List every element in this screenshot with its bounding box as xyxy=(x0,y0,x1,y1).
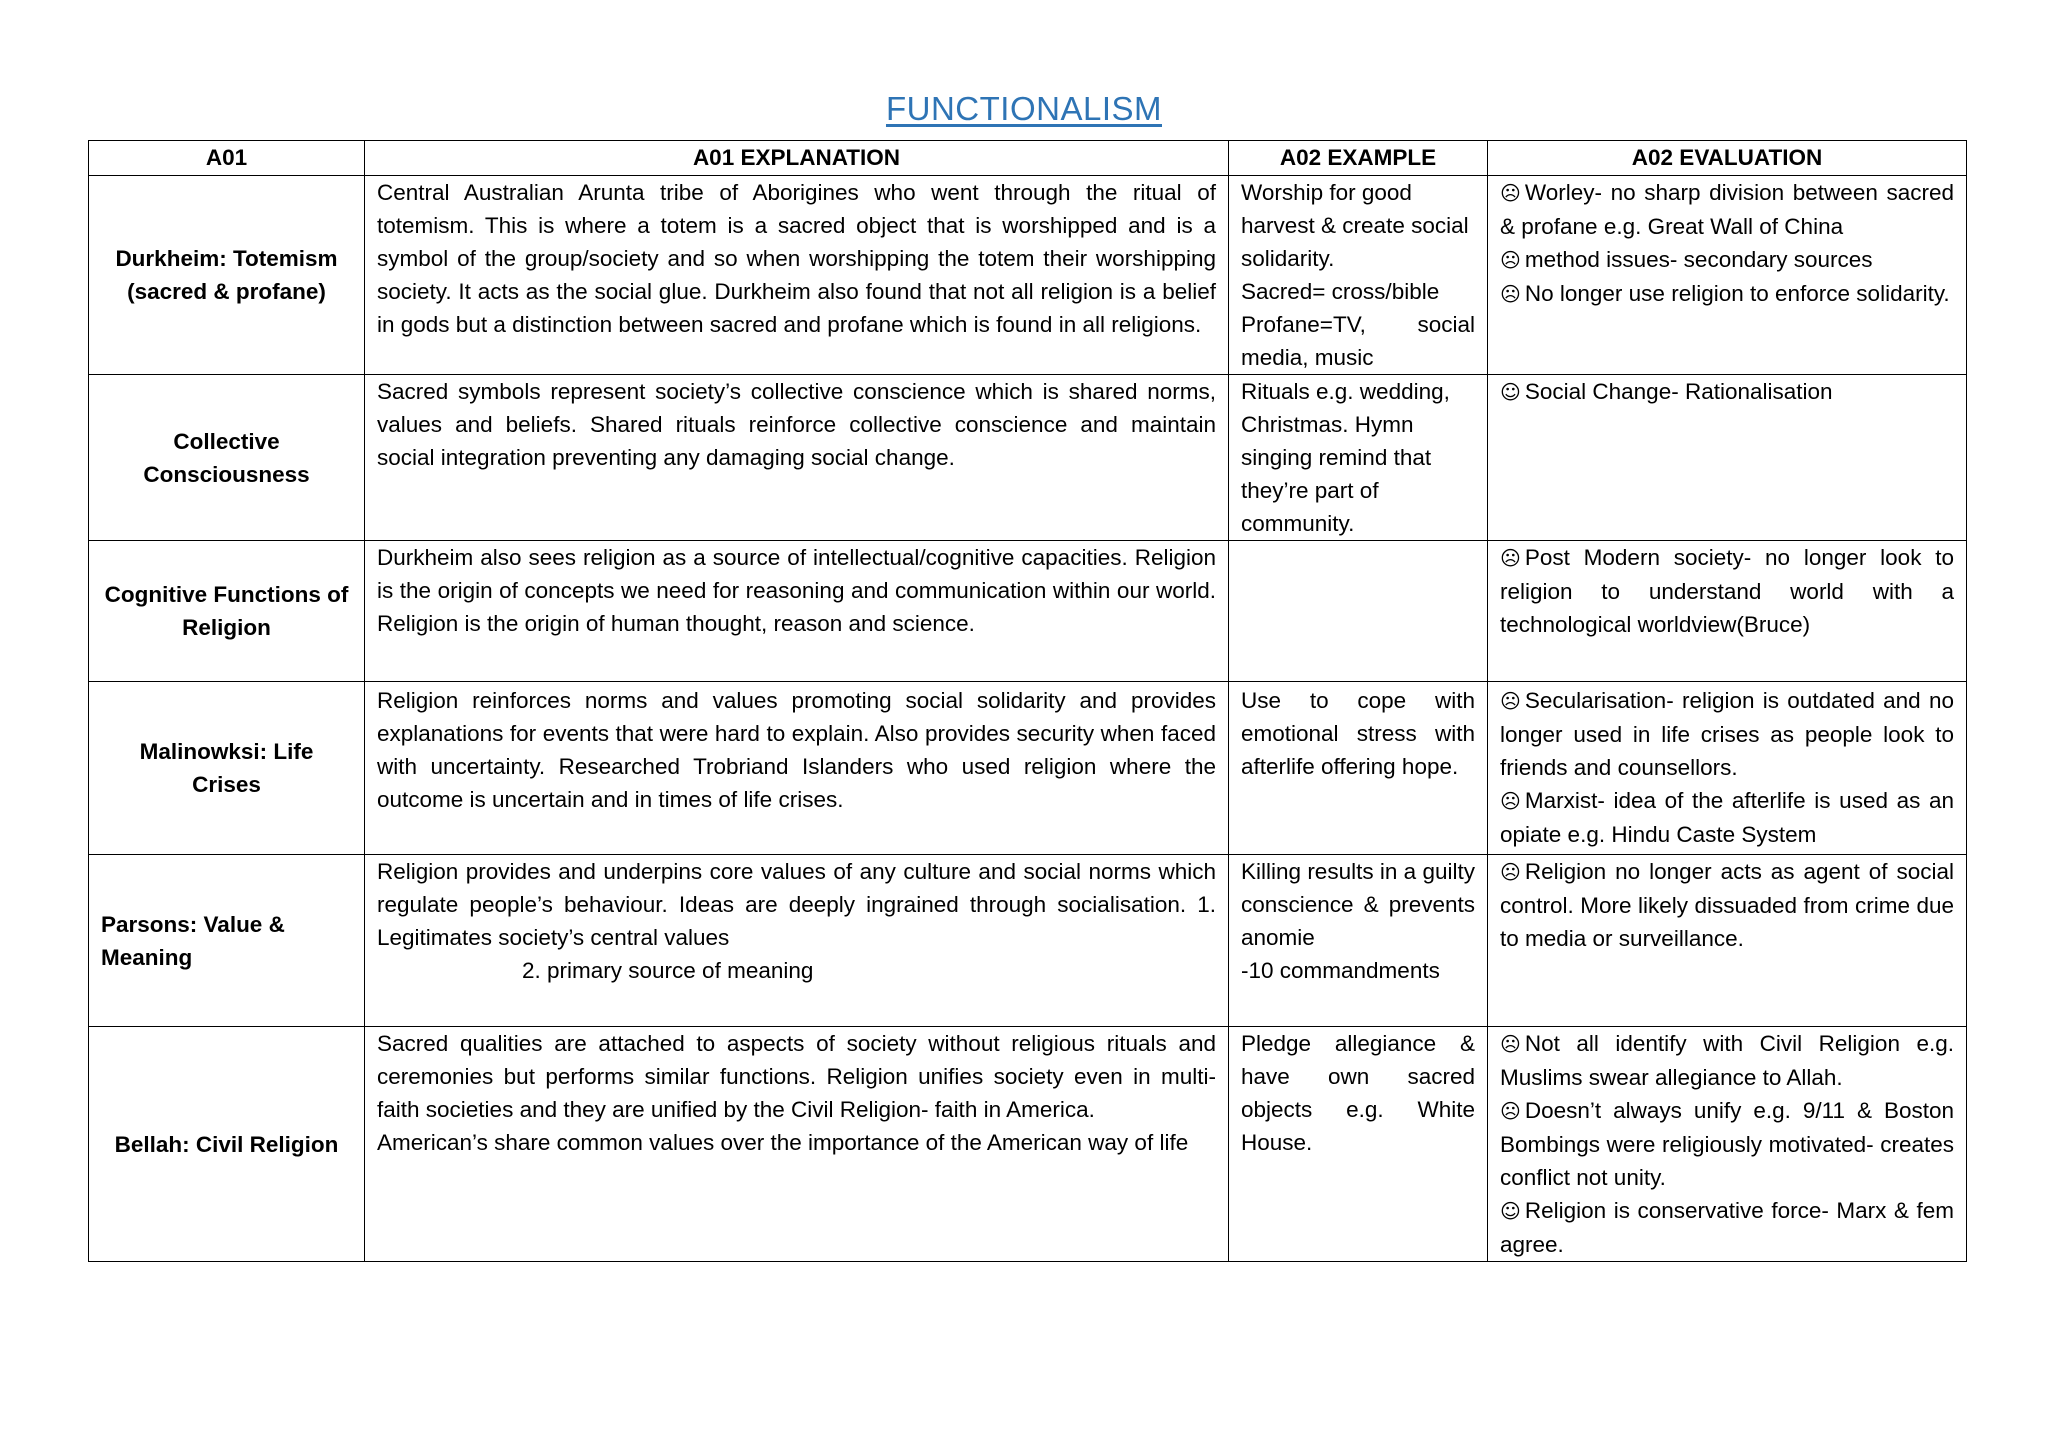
sad-face-icon: ☹ xyxy=(1500,1032,1521,1056)
evaluation-item xyxy=(1500,375,1954,409)
evaluation-cell xyxy=(1488,855,1967,1027)
evaluation-text: No longer use religion to enforce solidarity. xyxy=(1524,281,1950,306)
table-row xyxy=(89,375,1967,541)
example-text: -10 commandments xyxy=(1241,958,1440,983)
example-text: Rituals e.g. wedding, Christmas. Hymn singing remind that they’re part of community. xyxy=(1241,379,1450,536)
evaluation-text: Worley- no sharp division between sacred & profane e.g. Great Wall of China xyxy=(1500,180,1954,239)
evaluation-cell xyxy=(1488,375,1967,541)
header-explanation: A01 EXPLANATION xyxy=(365,141,1229,176)
explanation-cell xyxy=(365,855,1229,1027)
explanation-text: Sacred symbols represent society’s collective conscience which is shared norms, values and beliefs. Shared rituals reinforce collective conscience and maintain social integration preventing any damaging social change. xyxy=(377,379,1216,470)
evaluation-item xyxy=(1500,1027,1954,1094)
explanation-text: Religion provides and underpins core values of any culture and social norms which regulate people’s behaviour. Ideas are deeply ingrained through socialisation. 1. Legitimates society’s central values xyxy=(377,859,1216,950)
evaluation-item xyxy=(1500,277,1954,311)
sad-face-icon: ☹ xyxy=(1500,282,1521,306)
sad-face-icon: ☹ xyxy=(1500,546,1521,570)
example-cell xyxy=(1229,375,1488,541)
header-example: A02 EXAMPLE xyxy=(1229,141,1488,176)
a01-cell xyxy=(89,541,365,682)
evaluation-cell xyxy=(1488,541,1967,682)
example-text: Sacred= cross/bible xyxy=(1241,279,1440,304)
example-text: Profane=TV, social media, music xyxy=(1241,312,1475,370)
evaluation-cell xyxy=(1488,1027,1967,1262)
explanation-cell xyxy=(365,375,1229,541)
a01-cell xyxy=(89,176,365,375)
evaluation-item xyxy=(1500,684,1954,784)
evaluation-item xyxy=(1500,176,1954,243)
sad-face-icon: ☹ xyxy=(1500,789,1521,813)
a01-cell xyxy=(89,855,365,1027)
a01-line: Durkheim: Totemism xyxy=(115,246,338,271)
explanation-text: Sacred qualities are attached to aspects of society without religious rituals and ceremonies but performs similar functions. Religion unifies society even in multi-faith societies and they are unified by the Civil Religion- faith in America. xyxy=(377,1031,1216,1122)
example-text: Pledge allegiance & have own sacred objects e.g. White House. xyxy=(1241,1031,1475,1155)
a01-line: (sacred & profane) xyxy=(127,279,326,304)
example-text: Killing results in a guilty conscience & prevents anomie xyxy=(1241,859,1475,950)
a01-line: Collective xyxy=(173,428,280,454)
evaluation-item xyxy=(1500,1094,1954,1194)
sad-face-icon: ☹ xyxy=(1500,860,1521,884)
happy-face-icon: ☺ xyxy=(1500,380,1521,404)
explanation-text: Central Australian Arunta tribe of Aborigines who went through the ritual of totemism. This is where a totem is a sacred object that is worshipped and is a symbol of the group/society and so when worshipping the totem their worshipping society. It acts as the social glue. Durkheim also found that not all religion is a belief in gods but a distinction between sacred and profane which is found in all religions. xyxy=(377,180,1216,337)
a01-line: Cognitive Functions of xyxy=(104,582,349,607)
sad-face-icon: ☹ xyxy=(1500,689,1521,713)
header-evaluation: A02 EVALUATION xyxy=(1488,141,1967,176)
a01-line: Consciousness xyxy=(143,461,310,487)
example-text: Worship for good harvest & create social solidarity. xyxy=(1241,180,1469,271)
explanation-text: 2. primary source of meaning xyxy=(522,958,814,983)
a01-cell xyxy=(89,375,365,541)
explanation-cell xyxy=(365,176,1229,375)
evaluation-item xyxy=(1500,855,1954,955)
evaluation-item xyxy=(1500,243,1954,277)
table-row xyxy=(89,855,1967,1027)
example-cell xyxy=(1229,541,1488,682)
page-title: FUNCTIONALISM xyxy=(885,90,1162,127)
explanation-cell xyxy=(365,682,1229,855)
evaluation-item xyxy=(1500,1194,1954,1261)
evaluation-text: Social Change- Rationalisation xyxy=(1524,379,1833,404)
explanation-cell xyxy=(365,1027,1229,1262)
explanation-text: Durkheim also sees religion as a source of intellectual/cognitive capacities. Religion is the origin of concepts we need for reasoning and communication within our world. Religion is the origin of human thought, reason and science. xyxy=(377,545,1216,636)
a01-line: Meaning xyxy=(101,944,193,970)
evaluation-text: Marxist- idea of the afterlife is used as an opiate e.g. Hindu Caste System xyxy=(1500,788,1954,847)
example-cell xyxy=(1229,682,1488,855)
table-row xyxy=(89,176,1967,375)
a01-line: Crises xyxy=(192,772,261,797)
example-cell xyxy=(1229,1027,1488,1262)
a01-line: Bellah: Civil Religion xyxy=(114,1131,339,1157)
a01-line: Malinowksi: Life xyxy=(139,739,314,764)
evaluation-text: method issues- secondary sources xyxy=(1524,247,1873,272)
explanation-text: Religion reinforces norms and values promoting social solidarity and provides explanations for events that were hard to explain. Also provides security when faced with uncertainty. Researched Trobriand Islanders who used religion where the outcome is uncertain and in times of life crises. xyxy=(377,688,1216,812)
a01-line: Parsons: Value & xyxy=(101,911,285,937)
evaluation-text: Religion no longer acts as agent of social control. More likely dissuaded from crime due to media or surveillance. xyxy=(1500,859,1954,951)
sad-face-icon: ☹ xyxy=(1500,1099,1521,1123)
example-text: Use to cope with emotional stress with afterlife offering hope. xyxy=(1241,688,1475,779)
evaluation-text: Religion is conservative force- Marx & fem agree. xyxy=(1500,1198,1954,1257)
a01-cell xyxy=(89,682,365,855)
functionalism-table xyxy=(88,140,1967,1262)
a01-cell xyxy=(89,1027,365,1262)
evaluation-cell xyxy=(1488,176,1967,375)
evaluation-text: Secularisation- religion is outdated and no longer used in life crises as people look to friends and counsellors. xyxy=(1500,688,1954,780)
explanation-cell xyxy=(365,541,1229,682)
evaluation-item xyxy=(1500,541,1954,641)
table-row xyxy=(89,682,1967,855)
sad-face-icon: ☹ xyxy=(1500,181,1521,205)
happy-face-icon: ☺ xyxy=(1500,1199,1521,1223)
sad-face-icon: ☹ xyxy=(1500,248,1521,272)
table-row xyxy=(89,541,1967,682)
evaluation-item xyxy=(1500,784,1954,851)
header-row xyxy=(89,141,1967,176)
a01-line: Religion xyxy=(182,615,271,640)
header-a01: A01 xyxy=(89,141,365,176)
example-cell xyxy=(1229,855,1488,1027)
explanation-text: American’s share common values over the importance of the American way of life xyxy=(377,1130,1189,1155)
evaluation-text: Post Modern society- no longer look to religion to understand world with a technological worldview(Bruce) xyxy=(1500,545,1954,637)
evaluation-text: Not all identify with Civil Religion e.g. Muslims swear allegiance to Allah. xyxy=(1500,1031,1954,1090)
evaluation-text: Doesn’t always unify e.g. 9/11 & Boston Bombings were religiously motivated- creates conflict not unity. xyxy=(1500,1098,1954,1190)
evaluation-cell xyxy=(1488,682,1967,855)
table-row xyxy=(89,1027,1967,1262)
example-cell xyxy=(1229,176,1488,375)
